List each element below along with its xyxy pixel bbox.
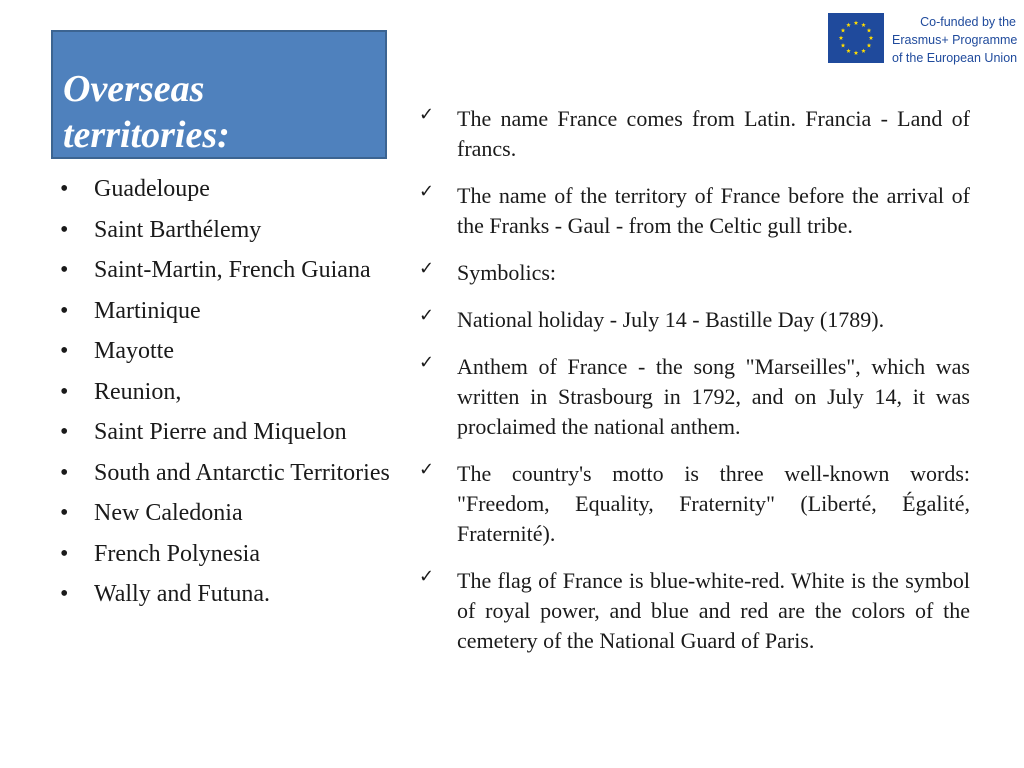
territory-item: [60, 496, 390, 531]
territory-item: [60, 577, 390, 612]
checkmark-icon: ✓: [419, 104, 435, 125]
title-line-1: Overseas: [63, 68, 205, 110]
eu-flag-icon: [828, 13, 884, 63]
bullet-icon: •: [60, 338, 69, 364]
bullet-icon: •: [60, 419, 69, 445]
checkmark-icon: ✓: [419, 566, 435, 587]
title-box: [51, 30, 387, 159]
bullet-icon: •: [60, 459, 69, 486]
bullet-icon: •: [60, 176, 69, 202]
bullet-icon: •: [60, 257, 69, 283]
fact-item: [419, 258, 970, 288]
checkmark-icon: ✓: [419, 305, 435, 326]
eu-star: [867, 28, 872, 32]
fact-item: [419, 181, 970, 241]
fact-text: The name France comes from Latin. Francia - Land of francs.: [457, 106, 970, 161]
checkmark-icon: ✓: [419, 459, 435, 480]
eu-star: [841, 43, 846, 47]
fact-item: [419, 566, 970, 656]
logo-line-1: Co-funded by the: [920, 15, 1016, 29]
eu-star: [854, 51, 859, 55]
fact-text: The country's motto is three well-known words: "Freedom, Equality, Fraternity" (Liberté, Égalité, Fraternité).: [457, 461, 970, 546]
logo-line-2: Erasmus+ Programme: [892, 33, 1018, 47]
fact-text: The flag of France is blue-white-red. White is the symbol of royal power, and blue and red are the colors of the cemetery of the National Guard of Paris.: [457, 568, 970, 653]
territory-item: [60, 334, 390, 369]
checkmark-icon: ✓: [419, 258, 435, 279]
territories-list: [60, 172, 390, 618]
bullet-icon: •: [60, 581, 69, 607]
bullet-icon: •: [60, 378, 69, 405]
territory-label: Guadeloupe: [94, 176, 210, 202]
territory-item: [60, 294, 390, 329]
territory-item: [60, 415, 390, 450]
territory-label: New Caledonia: [94, 500, 243, 526]
territory-label: Wally and Futuna.: [94, 581, 271, 607]
eu-star: [846, 23, 851, 27]
bullet-icon: •: [60, 297, 69, 324]
territory-label: Martinique: [94, 297, 201, 324]
eu-star: [861, 23, 866, 27]
logo-line-3: of the European Union: [892, 51, 1018, 65]
territory-item: [60, 253, 390, 288]
eu-star: [861, 49, 866, 53]
facts-list: [419, 104, 970, 673]
checkmark-icon: ✓: [419, 352, 435, 373]
logo-caption: [892, 13, 1016, 67]
territory-label: Saint Barthélemy: [94, 216, 262, 243]
territory-label: South and Antarctic Territories: [94, 459, 390, 486]
fact-item: [419, 459, 970, 549]
fact-item: [419, 305, 970, 335]
territory-label: Saint Pierre and Miquelon: [94, 419, 347, 445]
territory-label: Reunion,: [94, 378, 182, 405]
territory-item: [60, 172, 390, 207]
bullet-icon: •: [60, 540, 69, 567]
bullet-icon: •: [60, 216, 69, 243]
eu-star: [869, 36, 874, 40]
eu-star: [854, 21, 859, 25]
checkmark-icon: ✓: [419, 181, 435, 202]
territory-label: Mayotte: [94, 338, 174, 364]
fact-text: The name of the territory of France before the arrival of the Franks - Gaul - from the Celtic gull tribe.: [457, 183, 970, 238]
erasmus-logo: [828, 13, 1018, 67]
territory-item: [60, 456, 390, 491]
eu-star: [839, 36, 844, 40]
territory-label: French Polynesia: [94, 540, 260, 567]
eu-star: [867, 43, 872, 47]
eu-star: [841, 28, 846, 32]
slide-title: [63, 66, 375, 158]
territory-label: Saint-Martin, French Guiana: [94, 257, 371, 283]
bullet-icon: •: [60, 500, 69, 526]
fact-item: [419, 352, 970, 442]
fact-text: National holiday - July 14 - Bastille Day (1789).: [457, 307, 885, 332]
territory-item: [60, 537, 390, 572]
fact-item: [419, 104, 970, 164]
eu-star: [846, 49, 851, 53]
fact-text: Symbolics:: [457, 260, 557, 285]
territory-item: [60, 375, 390, 410]
territory-item: [60, 213, 390, 248]
title-line-2: territories:: [63, 114, 230, 156]
fact-text: Anthem of France - the song "Marseilles", which was written in Strasbourg in 1792, and on July 14, it was proclaimed the national anthem.: [457, 354, 970, 439]
